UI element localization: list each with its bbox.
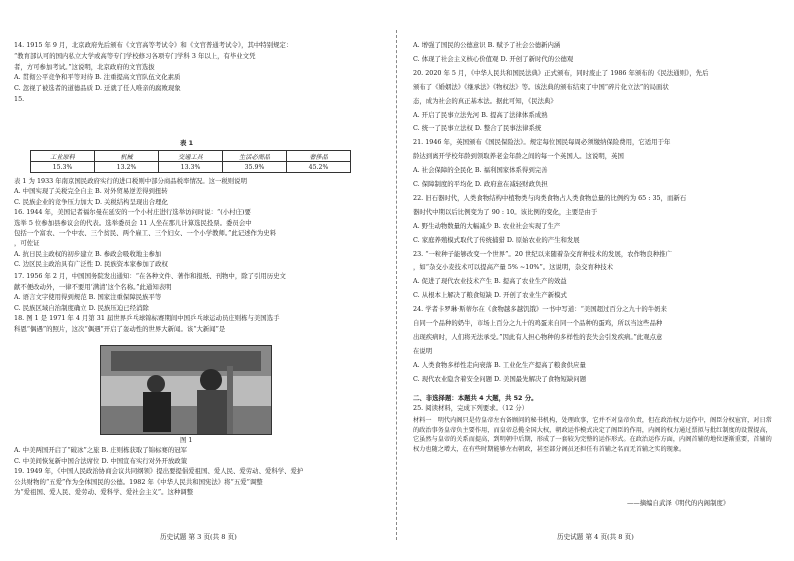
question-line: C. 中美间恢复新中国合法席位 D. 中国宣布实行对外开放政策 (14, 456, 188, 465)
material-citation: ——摘编自武泽《明代的内阁制度》 (627, 499, 730, 507)
question-line: C. 保障制度的平均化 D. 政府意在减轻财政负担 (413, 180, 548, 188)
right-page (397, 0, 794, 561)
question-line: A. 促进了现代农业技术产生 B. 提高了农业生产的效益 (413, 277, 567, 286)
question-line: 科恩“偶遇”的照片，这次“偶遇”开启了轰动性的世界大新闻。该“大新闻”是 (14, 325, 226, 333)
question-25: 25. 阅读材料，完成下列要求。（12 分） (413, 404, 529, 412)
table-value-cell: 45.2% (287, 162, 351, 173)
question-line: 23. “一粒种子能够改变一个世界”。20 世纪以来随着杂交育种技术的发展，农作物良种推广 (413, 249, 672, 258)
right-page-footer: 历史试题 第 4 页(共 8 页) (557, 533, 634, 541)
question-line: A. 人类食物多样性走向衰落 B. 工业化生产提高了粮食供应量 (413, 360, 586, 369)
figure-caption: 图 1 (180, 436, 193, 444)
question-line: A. 增强了国民的公德意识 B. 赋予了社会公德新内涵 (413, 41, 561, 49)
question-line: C. 现代农业隐含着安全问题 D. 美国最先解决了食物短缺问题 (413, 374, 587, 383)
table-header-cell: 奢侈品 (287, 151, 351, 162)
question-line: A. 野生动物数量的大幅减少 B. 农业社会实现了生产 (413, 221, 561, 230)
table-value-cell: 13.2% (95, 162, 159, 173)
question-line: 者，方可参加考试。”这说明，北京政府的文官选拔 (14, 62, 155, 71)
question-line: C. 忽视了被选者的道德品质 D. 迁就了任人唯亲的腐败现象 (14, 84, 181, 93)
question-line: 19. 1949 年，《中国人民政治协商会议共同纲领》提出要提倡爱祖国、爱人民、爱劳动、爱科学、爱护 (14, 467, 304, 476)
question-line: 17. 1956 年 2 月，中国国务院发出通知：“在各种文件、著作和报纸、刊物中，除了引用历史文 (14, 272, 286, 280)
question-line: 16. 1944 年，美国记者福尔曼在延安的一个小村庄进行选举访问时说：“(小村庄)要 (14, 208, 251, 217)
question-line: 在说明 (413, 346, 433, 355)
question-line: A. 贯彻公平竞争和平等对待 B. 注重提高文官队伍文化素质 (14, 73, 181, 82)
question-line: 包括一个富农、一个中农、三个贫民、两个雇工、三个妇女、一个小学教师。”此记述作为史料 (14, 229, 277, 237)
question-line: 14. 1915 年 9 月，北京政府先后颁布《文官高等考试令》和《文官普通考试令》，其中特别规定： (14, 41, 293, 49)
question-line: 21. 1946 年，英国颁布《国民保险法》。规定每位国民每周必须缴纳保险费用，它适用于年 (413, 138, 671, 147)
table-header-cell: 机械 (95, 151, 159, 162)
question-line: 22. 旧石器时代，人类食物结构中植物类与肉类食物占人类食物总量的比例约为 65 : 35，而新石 (413, 193, 687, 202)
question-line: A. 抗日民主政权的初步建立 B. 参政会吸收地主参加 (14, 249, 162, 258)
table-title: 表 1 (180, 139, 194, 147)
section-title: 二、非选择题：本题共 4 大题，共 52 分。 (413, 394, 538, 402)
question-line: A. 中国实现了关税完全自主 B. 对外贸易逆差得到扭转 (14, 187, 168, 196)
question-line: 18. 图 1 是 1971 年 4 月第 31 届世界乒乓球锦标赛期间中国乒乓球运动员庄则栋与美国选手 (14, 314, 280, 323)
question-line: 为“爱祖国、爱人民、爱劳动、爱科学、爱社会主义”。这种调整 (14, 488, 194, 497)
question-line: C. 统一了民事立法权 D. 整合了民事法律系统 (413, 124, 542, 133)
question-line: 献不便改动外，一律不要用‘满清’这个名称。”此通知表明 (14, 282, 172, 291)
table-header-cell: 交通工具 (159, 151, 223, 162)
question-line: 龄达到离开学校年龄到领取养老金年龄之间的每一个英国人。这说明，英国 (413, 152, 624, 161)
question-line: A. 社会保障的全民化 B. 福利国家体系得到完善 (413, 166, 548, 175)
question-line: 公共财物的“五爱”作为全体国民的公德。1982 年《中华人民共和国宪法》将“五爱”调整 (14, 477, 263, 486)
table-value-cell: 15.3% (31, 162, 95, 173)
question-line: 态，成为社会的真正基本法。据此可知，《民法典》 (413, 96, 557, 105)
question-line: A. 语言文字使用得到规范 B. 国家注重保障民族平等 (14, 293, 162, 302)
question-line: C. 从根本上解决了粮食短缺 D. 开创了农业生产新模式 (413, 291, 567, 300)
figure-1-photo (100, 345, 272, 435)
question-line: A. 中美两国开启了“破冰”之旅 B. 庄则栋获取了锦标赛的冠军 (14, 446, 187, 454)
question-line: 24. 学者卡罗琳·斯蒂尔在《食物越多越饥饿》一书中写道：“美国超过百分之九十的牛奶来 (413, 305, 667, 314)
question-line: 出现疾病时，人们将无法承受。”因此有人担心物种的多样性的丧失会引发疾病。”此观点意 (413, 332, 663, 341)
question-line: C. 家庭养殖模式取代了传统捕猎 D. 原始农业的产生和发展 (413, 235, 580, 244)
question-line: C. 民族区域自治制度确立 D. 民族压迫已经消除 (14, 303, 149, 312)
question-line: A. 开启了民事立法先河 B. 提高了法律体系成熟 (413, 110, 548, 119)
question-line: 表 1 为 1933 年南京国民政府实行的进口税则中部分商品税率情况。这一税则说明 (14, 177, 247, 185)
question-line: 器时代中期以后比例变为了 90 : 10。该比例的变化，主要是由于 (413, 207, 598, 216)
question-line: 选举 5 位参加县参议会的代表。选举委员会 11 人坐在那儿计算选民投票。委员会中 (14, 218, 252, 227)
question-line: 15. (14, 95, 25, 103)
question-line: 自同一个品种的奶牛，市场上百分之九十的鸡蛋来自同一个品种的蛋鸡，所以当这些品种 (413, 319, 663, 327)
question-line: 颁布了《婚姻法》《继承法》《物权法》等。该法典的颁布结束了中国“碎片化立法”的局面状 (413, 82, 669, 91)
question-line: ，可佐证 (14, 239, 40, 248)
question-line: “教育部认可的国内私立大学或高等专门学校修习各项专门学科 3 年以上，有毕业文凭 (14, 51, 256, 60)
table-value-cell: 13.3% (159, 162, 223, 173)
question-line: C. 民族企业的竞争压力加大 D. 关税结构呈现出合理化 (14, 197, 168, 206)
tariff-table (30, 150, 351, 173)
question-line: 20. 2020 年 5 月，《中华人民共和国民法典》正式颁布，同时废止了 1986 年颁布的《民法通则》，先后 (413, 68, 709, 77)
table-header-cell: 生活必需品 (223, 151, 287, 162)
question-line: ，如“杂交小麦技术可以提高产量 5% ~10%”。这说明，杂交育种技术 (413, 263, 614, 272)
question-line: C. 体现了社会主义核心价值观 D. 开创了新时代的公德观 (413, 54, 574, 63)
question-line: C. 边区民主政治具有广泛性 D. 民族资本家参加了政权 (14, 260, 168, 269)
table-header-cell: 工业原料 (31, 151, 95, 162)
material-one: 材料一 明代内阁只是侍皇帝左右备顾问的秘书机构，处理政事，它并不对皇帝负责，但在政治权力运作中，阁臣分权宦官，对日常的政治事务皇帝负主要作用，而皇帝总揽全国大权，朝政运作模式决定了阁臣的作用，内阁的权力通过票拟与批红制度的设置提高，它虽然与皇帝的关系而提高，到明朝中后期，形成了一套较为完整的运作形式。在政治运作方面，内阁首辅的地位逐渐重要，首辅的权力也随之增大，在有些时期能够左右朝政，甚至部分阁员还担任有首辅之名而无首辅之实的现象。 (413, 417, 772, 453)
left-page-footer: 历史试题 第 3 页(共 8 页) (160, 533, 237, 541)
table-value-cell: 35.9% (223, 162, 287, 173)
